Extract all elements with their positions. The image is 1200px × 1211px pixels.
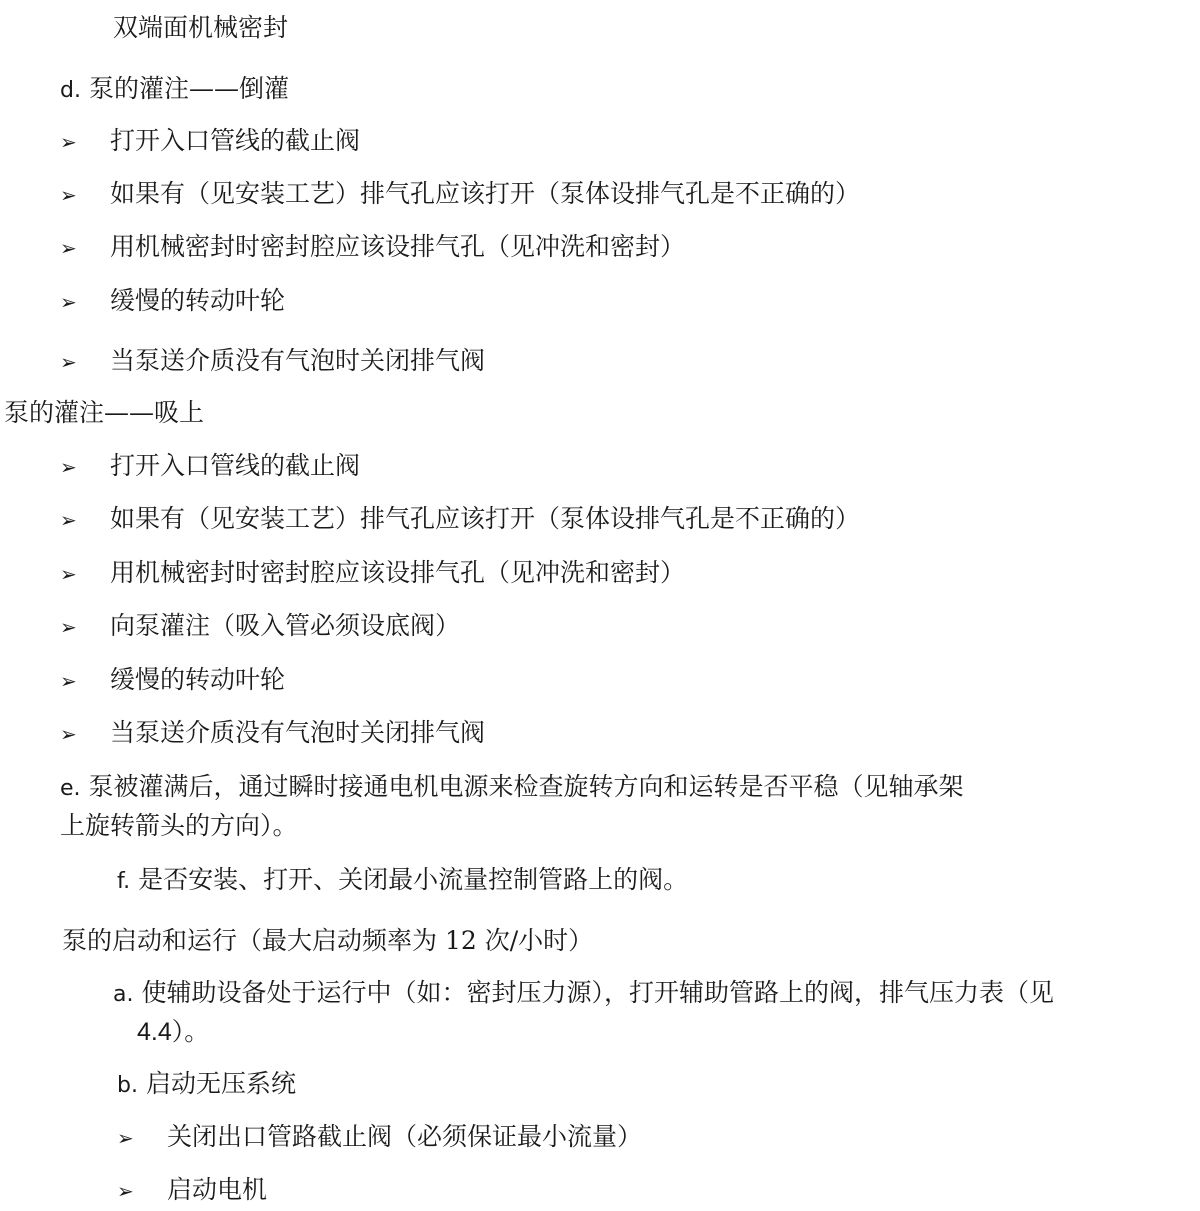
line-text: 关闭出口管路截止阀（必须保证最小流量） — [167, 1122, 643, 1151]
list-item-e — [60, 771, 964, 805]
line-text: 用机械密封时密封腔应该设排气孔（见冲洗和密封） — [110, 558, 686, 587]
line-text: 如果有（见安装工艺）排气孔应该打开（泵体设排气孔是不正确的） — [110, 179, 861, 208]
line-text: 双端面机械密封 — [113, 13, 289, 42]
line-text: 打开入口管线的截止阀 — [110, 451, 361, 480]
arrow-bullet-icon: ➢ — [60, 130, 77, 154]
bullet-item — [60, 717, 485, 750]
line-text: 上旋转箭头的方向）。 — [60, 811, 298, 840]
bullet-item — [60, 450, 360, 483]
bullet-item — [60, 285, 285, 318]
line-text: 当泵送介质没有气泡时关闭排气阀 — [110, 346, 486, 375]
list-item-f — [117, 864, 688, 898]
list-marker: e. — [60, 776, 81, 801]
line-text: 泵被灌满后，通过瞬时接通电机电源来检查旋转方向和运转是否平稳（见轴承架 — [88, 772, 964, 801]
list-item-a — [113, 977, 1054, 1011]
list-marker: a. — [113, 982, 134, 1007]
arrow-bullet-icon: ➢ — [117, 1126, 134, 1150]
arrow-bullet-icon: ➢ — [60, 562, 77, 586]
line-text: 泵的灌注——吸上 — [4, 398, 205, 427]
text-line-continuation — [137, 1016, 209, 1048]
bullet-item — [60, 345, 485, 378]
arrow-bullet-icon: ➢ — [60, 290, 77, 314]
bullet-item — [117, 1121, 642, 1154]
line-text: 启动无压系统 — [145, 1069, 296, 1098]
line-text: 是否安装、打开、关闭最小流量控制管路上的阀。 — [138, 865, 689, 894]
bullet-item — [60, 503, 860, 536]
bullet-item — [60, 610, 460, 643]
bullet-item — [60, 664, 285, 697]
bullet-item — [60, 231, 685, 264]
bullet-item — [60, 557, 685, 590]
line-text: 4.4）。 — [137, 1018, 210, 1046]
list-item-b — [117, 1068, 296, 1102]
arrow-bullet-icon: ➢ — [60, 615, 77, 639]
line-text: 打开入口管线的截止阀 — [110, 126, 361, 155]
list-item-d — [60, 73, 289, 107]
arrow-bullet-icon: ➢ — [60, 669, 77, 693]
line-text: 使辅助设备处于运行中（如：密封压力源），打开辅助管路上的阀，排气压力表（见 — [141, 978, 1054, 1007]
line-text: 缓慢的转动叶轮 — [110, 665, 286, 694]
list-marker: b. — [117, 1073, 138, 1098]
line-text: 缓慢的转动叶轮 — [110, 286, 286, 315]
line-text: 泵的启动和运行（最大启动频率为 12 次/小时） — [62, 926, 594, 955]
bullet-item — [60, 125, 360, 158]
bullet-item — [60, 178, 860, 211]
text-line — [113, 12, 288, 44]
arrow-bullet-icon: ➢ — [60, 236, 77, 260]
arrow-bullet-icon: ➢ — [60, 455, 77, 479]
bullet-item — [117, 1174, 267, 1207]
line-text: 启动电机 — [167, 1175, 268, 1204]
line-text: 向泵灌注（吸入管必须设底阀） — [110, 611, 461, 640]
line-text: 当泵送介质没有气泡时关闭排气阀 — [110, 718, 486, 747]
line-text: 泵的灌注——倒灌 — [88, 74, 289, 103]
line-text: 用机械密封时密封腔应该设排气孔（见冲洗和密封） — [110, 232, 686, 261]
section-heading — [62, 925, 593, 957]
list-marker: f. — [117, 869, 131, 894]
arrow-bullet-icon: ➢ — [60, 183, 77, 207]
list-marker: d. — [60, 78, 81, 103]
arrow-bullet-icon: ➢ — [60, 722, 77, 746]
arrow-bullet-icon: ➢ — [117, 1179, 134, 1203]
section-heading — [4, 397, 204, 429]
arrow-bullet-icon: ➢ — [60, 350, 77, 374]
line-text: 如果有（见安装工艺）排气孔应该打开（泵体设排气孔是不正确的） — [110, 504, 861, 533]
text-line-continuation — [60, 810, 298, 842]
arrow-bullet-icon: ➢ — [60, 508, 77, 532]
